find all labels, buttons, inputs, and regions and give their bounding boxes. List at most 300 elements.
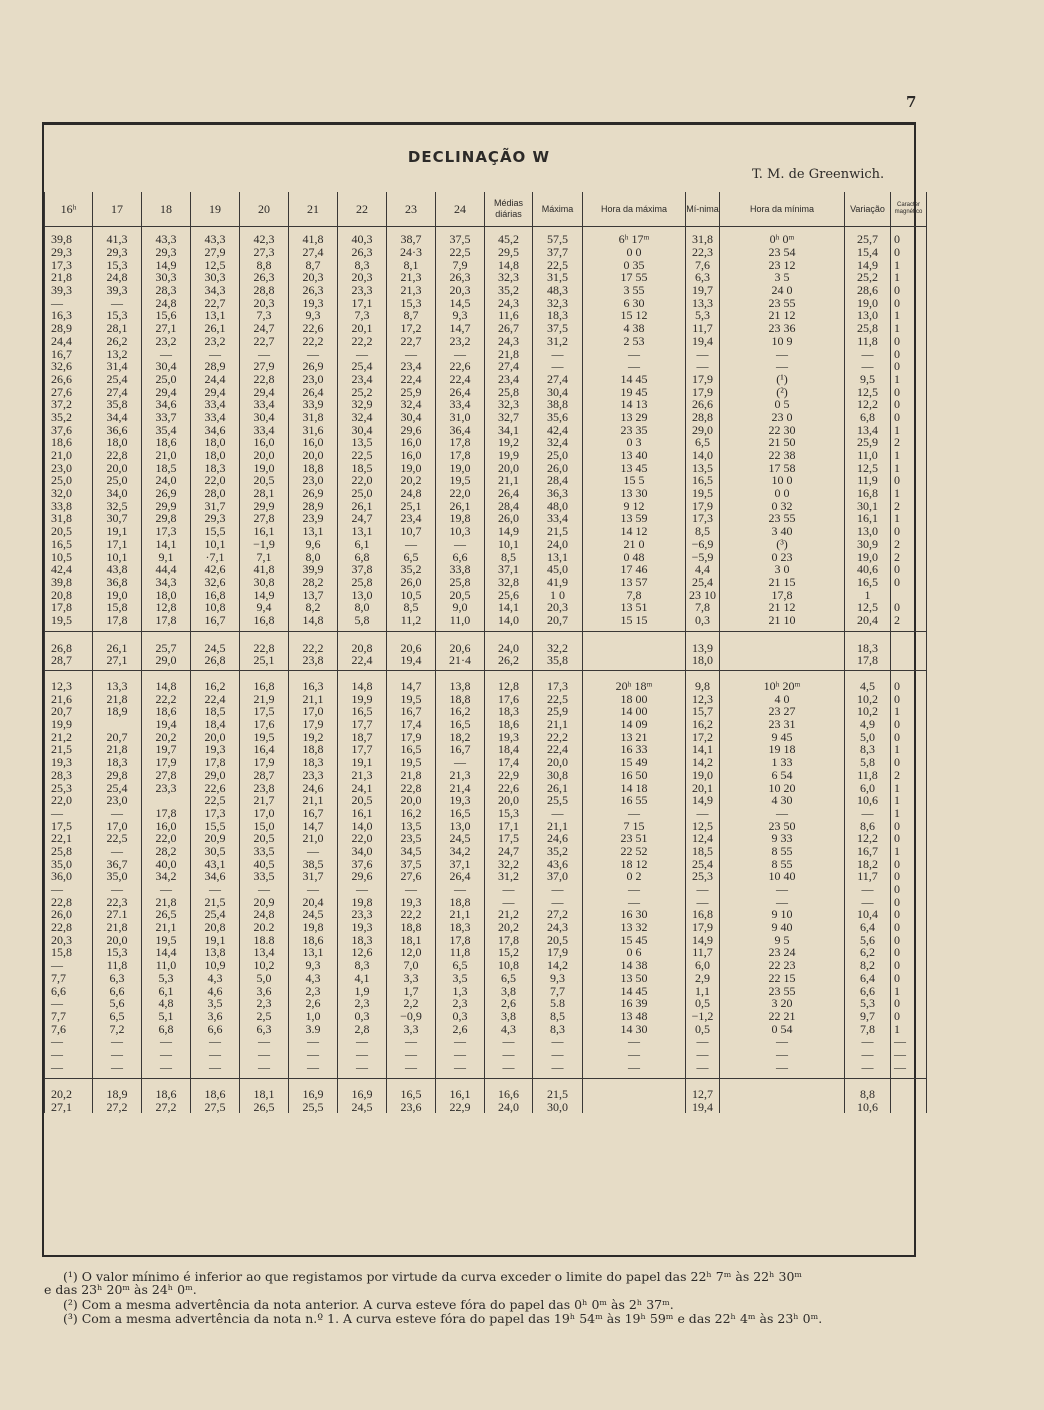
spacer-cell: [891, 632, 927, 642]
table-cell: 7,8: [583, 588, 686, 601]
table-cell: 18,2: [436, 730, 485, 743]
table-cell: 2: [891, 614, 927, 627]
header-maxima: Máxima: [533, 192, 583, 227]
table-cell: 23 55: [720, 296, 845, 309]
table-cell: 17,8: [436, 449, 485, 462]
table-cell: 11,0: [845, 449, 891, 462]
table-cell: 19,3: [485, 730, 533, 743]
table-cell: 6,5: [436, 959, 485, 972]
table-cell: —: [289, 1035, 338, 1048]
table-cell: 18,3: [338, 933, 387, 946]
table-cell: [720, 654, 845, 667]
table-cell: 7,7: [45, 1010, 93, 1023]
table-cell: 26,3: [240, 271, 289, 284]
table-cell: 12,5: [845, 461, 891, 474]
table-cell: 0: [891, 347, 927, 360]
table-cell: 0 2: [583, 870, 686, 883]
table-cell: 21 15: [720, 576, 845, 589]
table-cell: —: [289, 883, 338, 896]
table-cell: 3,3: [387, 1022, 436, 1035]
table-cell: 35,6: [533, 411, 583, 424]
table-cell: 0ʰ 0ᵐ: [720, 233, 845, 246]
table-cell: 17,0: [240, 807, 289, 820]
table-cell: 6,2: [845, 946, 891, 959]
table-cell: 6,1: [142, 984, 191, 997]
table-cell: 0: [891, 933, 927, 946]
table-cell: 18,8: [289, 743, 338, 756]
table-cell: —: [720, 883, 845, 896]
table-cell: 29,4: [142, 385, 191, 398]
table-cell: 33,4: [240, 398, 289, 411]
table-cell: 14 38: [583, 959, 686, 972]
table-cell: 0 35: [583, 258, 686, 271]
table-cell: 1: [891, 705, 927, 718]
table-cell: 24 0: [720, 284, 845, 297]
table-cell: 33,7: [142, 411, 191, 424]
table-cell: 13,8: [191, 946, 240, 959]
table-cell: 6,0: [686, 959, 720, 972]
table-cell: 29,3: [142, 246, 191, 259]
table-cell: 9,5: [845, 373, 891, 386]
table-row: [45, 984, 927, 997]
table-cell: 29,3: [93, 246, 142, 259]
table-cell: 4,3: [485, 1022, 533, 1035]
table-cell: 19,3: [436, 794, 485, 807]
table-cell: 13 29: [583, 411, 686, 424]
footnote-1-cont: e das 23ʰ 20ᵐ às 24ʰ 0ᵐ.: [44, 1282, 197, 1297]
table-cell: —: [93, 883, 142, 896]
table-cell: 25,3: [45, 781, 93, 794]
table-cell: 34,3: [142, 576, 191, 589]
table-cell: 22,2: [533, 730, 583, 743]
table-cell: 6ʰ 17ᵐ: [583, 233, 686, 246]
table-cell: 29,9: [240, 499, 289, 512]
table-row: [45, 769, 927, 782]
table-cell: 19,1: [93, 525, 142, 538]
table-cell: 14 00: [583, 705, 686, 718]
table-cell: 0: [891, 1010, 927, 1023]
table-cell: 16,2: [387, 807, 436, 820]
table-cell: 21,8: [93, 921, 142, 934]
table-cell: 8,3: [338, 258, 387, 271]
table-cell: 28,2: [142, 845, 191, 858]
table-cell: 22,2: [289, 335, 338, 348]
table-cell: 26,3: [289, 284, 338, 297]
table-cell: 9 40: [720, 921, 845, 934]
table-cell: 17,1: [485, 819, 533, 832]
table-cell: 37,6: [338, 857, 387, 870]
table-cell: —: [45, 959, 93, 972]
table-cell: 40,5: [240, 857, 289, 870]
table-cell: 22,1: [45, 832, 93, 845]
table-cell: 0: [891, 870, 927, 883]
table-cell: 9 45: [720, 730, 845, 743]
table-cell: 28,8: [240, 284, 289, 297]
table-cell: 21,0: [289, 832, 338, 845]
table-cell: 14,0: [485, 614, 533, 627]
table-cell: 16,5: [387, 743, 436, 756]
table-row: [45, 258, 927, 271]
table-cell: —: [45, 296, 93, 309]
table-cell: 0: [891, 692, 927, 705]
table-row: [45, 474, 927, 487]
table-cell: 13,0: [436, 819, 485, 832]
table-cell: 18,0: [686, 654, 720, 667]
table-cell: 2,9: [686, 972, 720, 985]
table-cell: 24·3: [387, 246, 436, 259]
table-cell: 21,8: [45, 271, 93, 284]
table-row: [45, 845, 927, 858]
header-variacao: Variação: [845, 192, 891, 227]
table-cell: —: [387, 1060, 436, 1073]
table-cell: 13,3: [686, 296, 720, 309]
table-cell: 18,6: [142, 436, 191, 449]
table-cell: 19,5: [436, 474, 485, 487]
table-cell: 15,3: [93, 258, 142, 271]
table-row: [45, 794, 927, 807]
table-cell: 17,7: [338, 743, 387, 756]
table-cell: 0: [891, 959, 927, 972]
table-cell: 18,6: [289, 933, 338, 946]
table-cell: 18,3: [93, 756, 142, 769]
table-cell: 26,6: [686, 398, 720, 411]
table-cell: 15,8: [93, 601, 142, 614]
table-cell: —: [436, 756, 485, 769]
table-cell: 37,7: [533, 246, 583, 259]
spacer-cell: [191, 632, 240, 642]
table-cell: 22,5: [436, 246, 485, 259]
table-cell: 7,7: [533, 984, 583, 997]
table-cell: 14,9: [686, 933, 720, 946]
table-cell: —: [686, 1048, 720, 1061]
table-cell: —: [583, 895, 686, 908]
table-cell: 28,8: [686, 411, 720, 424]
table-cell: [93, 718, 142, 731]
table-cell: 17,0: [289, 705, 338, 718]
table-cell: 16,2: [436, 705, 485, 718]
table-cell: 0: [891, 908, 927, 921]
table-cell: —: [387, 1035, 436, 1048]
table-row: [45, 730, 927, 743]
table-cell: 23 50: [720, 819, 845, 832]
table-cell: 30,9: [845, 538, 891, 551]
table-cell: 17 46: [583, 563, 686, 576]
table-cell: 20,7: [93, 730, 142, 743]
table-cell: 1,1: [686, 984, 720, 997]
table-cell: 26,1: [93, 641, 142, 654]
table-cell: 18,1: [240, 1088, 289, 1101]
table-cell: 18,0: [93, 436, 142, 449]
table-cell: 16,1: [845, 512, 891, 525]
table-cell: 21 50: [720, 436, 845, 449]
table-cell: 17,3: [45, 258, 93, 271]
table-cell: —: [845, 1035, 891, 1048]
table-cell: 22,0: [436, 487, 485, 500]
table-cell: 7,1: [240, 550, 289, 563]
table-cell: 7,7: [45, 972, 93, 985]
table-cell: 13,8: [436, 680, 485, 693]
table-cell: 12,8: [485, 680, 533, 693]
table-cell: 0: [891, 718, 927, 731]
table-cell: 48,3: [533, 284, 583, 297]
table-cell: 36,8: [93, 576, 142, 589]
table-cell: 33,8: [45, 499, 93, 512]
table-cell: 6,5: [387, 550, 436, 563]
table-cell: 15,2: [485, 946, 533, 959]
table-cell: 16,6: [485, 1088, 533, 1101]
table-cell: 30,5: [191, 845, 240, 858]
table-cell: 22,4: [338, 654, 387, 667]
table-cell: 21,0: [142, 449, 191, 462]
table-cell: 0: [891, 576, 927, 589]
table-cell: 0 32: [720, 499, 845, 512]
table-cell: 10,5: [45, 550, 93, 563]
table-cell: 18,6: [191, 1088, 240, 1101]
table-cell: 4,8: [142, 997, 191, 1010]
table-cell: 18,2: [845, 857, 891, 870]
table-cell: 27,1: [45, 1101, 93, 1114]
table-cell: —: [845, 1060, 891, 1073]
table-row: [45, 563, 927, 576]
table-cell: 26,3: [338, 246, 387, 259]
table-cell: 15,3: [93, 309, 142, 322]
table-cell: 14,8: [142, 680, 191, 693]
table-cell: 21,1: [436, 908, 485, 921]
table-cell: —: [436, 1035, 485, 1048]
table-cell: —: [686, 360, 720, 373]
table-cell: —: [533, 1035, 583, 1048]
table-cell: 0: [891, 385, 927, 398]
table-cell: 23,3: [338, 908, 387, 921]
table-cell: 2,3: [289, 984, 338, 997]
table-cell: 15 12: [583, 309, 686, 322]
table-cell: 17,6: [240, 718, 289, 731]
table-cell: —: [45, 1060, 93, 1073]
table-cell: 13,9: [686, 641, 720, 654]
table-cell: 11,7: [686, 946, 720, 959]
table-cell: 27,9: [191, 246, 240, 259]
table-cell: 20,0: [289, 449, 338, 462]
table-cell: 25,2: [338, 385, 387, 398]
table-cell: —: [191, 883, 240, 896]
table-cell: 11,0: [142, 959, 191, 972]
table-cell: 19,7: [686, 284, 720, 297]
row-spacer: [45, 1079, 927, 1089]
table-cell: 8 55: [720, 845, 845, 858]
table-cell: —: [686, 883, 720, 896]
table-cell: 8,2: [845, 959, 891, 972]
table-cell: 23 12: [720, 258, 845, 271]
table-cell: 20,0: [387, 794, 436, 807]
page-title: DECLINAÇÃO W: [407, 148, 551, 166]
table-cell: 18,6: [485, 718, 533, 731]
table-cell: 23 55: [720, 512, 845, 525]
header-minima: Mí-nima: [686, 192, 720, 227]
table-cell: 8,5: [387, 601, 436, 614]
table-cell: 19,5: [240, 730, 289, 743]
table-cell: —: [240, 883, 289, 896]
table-cell: 9,4: [240, 601, 289, 614]
table-cell: 20,3: [289, 271, 338, 284]
table-cell: 0: [891, 857, 927, 870]
table-cell: 11,8: [845, 335, 891, 348]
table-cell: 22,0: [338, 832, 387, 845]
table-cell: 28,1: [93, 322, 142, 335]
table-cell: 25,0: [142, 373, 191, 386]
table-row: [45, 1035, 927, 1048]
table-row: [45, 335, 927, 348]
table-cell: 9,3: [289, 309, 338, 322]
table-cell: 8,2: [289, 601, 338, 614]
table-cell: 2,3: [240, 997, 289, 1010]
table-cell: 16,5: [45, 538, 93, 551]
table-row: [45, 946, 927, 959]
table-cell: 26,7: [485, 322, 533, 335]
table-cell: —: [436, 538, 485, 551]
table-cell: —: [142, 347, 191, 360]
table-cell: 32,0: [45, 487, 93, 500]
table-row: [45, 895, 927, 908]
table-cell: —: [583, 1048, 686, 1061]
table-cell: 30,0: [533, 1101, 583, 1114]
table-cell: 24,7: [485, 845, 533, 858]
table-cell: 2,8: [338, 1022, 387, 1035]
summary-row: [45, 1088, 927, 1101]
table-cell: —: [720, 347, 845, 360]
table-cell: 12,5: [845, 385, 891, 398]
header-22: 22: [338, 192, 387, 227]
table-row: [45, 1022, 927, 1035]
table-cell: —: [686, 895, 720, 908]
table-cell: 33,4: [240, 423, 289, 436]
table-cell: 35,0: [45, 857, 93, 870]
table-cell: 32,2: [485, 857, 533, 870]
spacer-cell: [720, 632, 845, 642]
table-cell: —: [240, 347, 289, 360]
table-cell: 23,6: [387, 1101, 436, 1114]
table-cell: 24,8: [240, 908, 289, 921]
table-cell: 13 21: [583, 730, 686, 743]
table-cell: 0: [891, 972, 927, 985]
table-cell: 37,1: [485, 563, 533, 576]
table-cell: 23,3: [338, 284, 387, 297]
table-cell: —: [289, 845, 338, 858]
table-cell: 2,5: [240, 1010, 289, 1023]
table-cell: —: [583, 883, 686, 896]
table-cell: 18,3: [845, 641, 891, 654]
table-cell: 0: [891, 946, 927, 959]
table-cell: 20,4: [289, 895, 338, 908]
table-cell: 25,8: [485, 385, 533, 398]
table-cell: 23 24: [720, 946, 845, 959]
table-cell: 24,8: [387, 487, 436, 500]
table-cell: 6,4: [845, 921, 891, 934]
table-cell: [720, 1101, 845, 1114]
table-cell: 20,5: [533, 933, 583, 946]
table-cell: (¹): [720, 373, 845, 386]
table-cell: 11,9: [845, 474, 891, 487]
table-cell: 4,6: [191, 984, 240, 997]
table-cell: [891, 588, 927, 601]
table-cell: 14,7: [289, 819, 338, 832]
table-cell: 18,8: [436, 895, 485, 908]
table-cell: —: [583, 360, 686, 373]
table-cell: —: [289, 1048, 338, 1061]
table-cell: 19,2: [289, 730, 338, 743]
table-cell: 9,7: [845, 1010, 891, 1023]
table-cell: —: [191, 1035, 240, 1048]
table-cell: 6,6: [93, 984, 142, 997]
table-cell: 20,8: [45, 588, 93, 601]
table-cell: 4,5: [845, 680, 891, 693]
header-16h: 16ʰ: [45, 192, 93, 227]
table-cell: 19,3: [289, 296, 338, 309]
table-cell: 2: [891, 769, 927, 782]
table-cell: [720, 1088, 845, 1101]
table-cell: 20,9: [240, 895, 289, 908]
table-cell: 30,4: [240, 411, 289, 424]
table-cell: [720, 641, 845, 654]
table-cell: 28,3: [142, 284, 191, 297]
table-cell: 7,0: [387, 959, 436, 972]
table-cell: 22,0: [191, 474, 240, 487]
table-cell: 25,8: [338, 576, 387, 589]
table-cell: 26,8: [45, 641, 93, 654]
table-cell: 42,3: [240, 233, 289, 246]
table-cell: 13,5: [686, 461, 720, 474]
table-row: [45, 705, 927, 718]
table-cell: 14,8: [289, 614, 338, 627]
table-cell: 24,5: [338, 1101, 387, 1114]
table-cell: 19 45: [583, 385, 686, 398]
table-cell: 8,3: [338, 959, 387, 972]
table-cell: 1: [891, 807, 927, 820]
table-cell: 22,5: [338, 449, 387, 462]
table-cell: 30,3: [191, 271, 240, 284]
table-cell: 24,0: [142, 474, 191, 487]
table-cell: 24,1: [338, 781, 387, 794]
table-row: [45, 680, 927, 693]
table-cell: 20,5: [45, 525, 93, 538]
table-cell: —: [686, 1035, 720, 1048]
table-cell: 31,8: [686, 233, 720, 246]
table-cell: 14 18: [583, 781, 686, 794]
table-cell: 23,4: [485, 373, 533, 386]
table-cell: 17,8: [142, 614, 191, 627]
table-cell: 34,4: [93, 411, 142, 424]
table-cell: 14,2: [533, 959, 583, 972]
table-cell: 23 35: [583, 423, 686, 436]
page-number: 7: [906, 93, 917, 111]
table-cell: 26,9: [289, 360, 338, 373]
table-cell: 13,0: [845, 525, 891, 538]
header-medias-diarias: Médias diárias: [485, 192, 533, 227]
table-cell: 2,2: [387, 997, 436, 1010]
table-cell: 0,3: [686, 614, 720, 627]
table-cell: 10,2: [240, 959, 289, 972]
table-cell: 21,4: [436, 781, 485, 794]
table-cell: 18,3: [533, 309, 583, 322]
table-cell: 14 45: [583, 373, 686, 386]
table-cell: 38,7: [387, 233, 436, 246]
table-cell: 13,1: [338, 525, 387, 538]
table-cell: 33,4: [533, 512, 583, 525]
table-cell: (³): [720, 538, 845, 551]
table-cell: 32,6: [45, 360, 93, 373]
table-cell: 18,3: [485, 705, 533, 718]
table-cell: 20,6: [436, 641, 485, 654]
table-cell: 11,7: [686, 322, 720, 335]
